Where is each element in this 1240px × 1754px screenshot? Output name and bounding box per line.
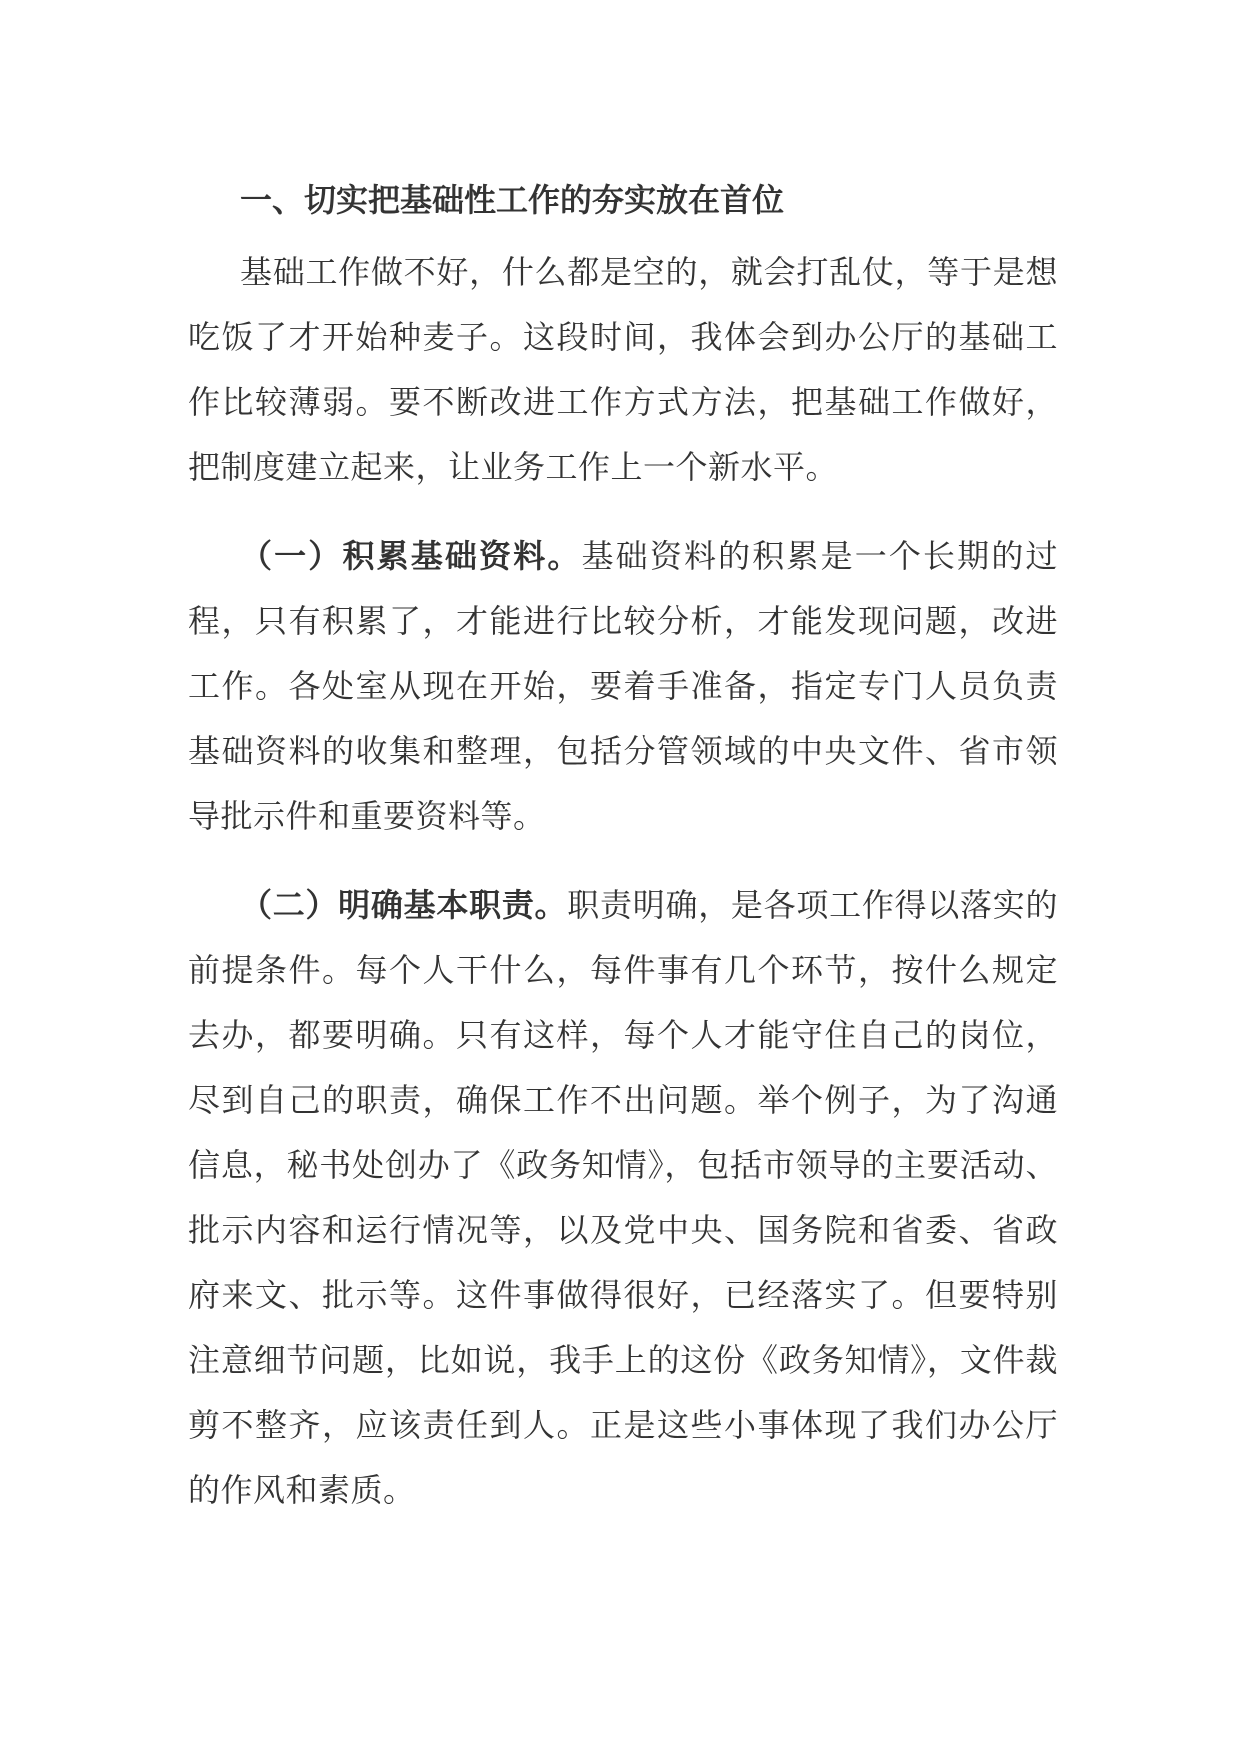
paragraph-lead: （二）明确基本职责。	[240, 886, 568, 924]
paragraph-accumulate-materials	[188, 524, 1058, 849]
paragraph-text: 基础工作做不好，什么都是空的，就会打乱仗，等于是想吃饭了才开始种麦子。这段时间，我体会到办公厅的基础工作比较薄弱。要不断改进工作方式方法，把基础工作做好，把制度建立起来，让业务工作上一个新水平。	[188, 253, 1058, 486]
paragraph-text: 基础资料的积累是一个长期的过程，只有积累了，才能进行比较分析，才能发现问题，改进工作。各处室从现在开始，要着手准备，指定专门人员负责基础资料的收集和整理，包括分管领域的中央文件、省市领导批示件和重要资料等。	[188, 537, 1058, 835]
document-page	[188, 168, 1058, 1547]
paragraph-text: 职责明确，是各项工作得以落实的前提条件。每个人干什么，每件事有几个环节，按什么规定去办，都要明确。只有这样，每个人才能守住自己的岗位，尽到自己的职责，确保工作不出问题。举个例子，为了沟通信息，秘书处创办了《政务知情》，包括市领导的主要活动、批示内容和运行情况等，以及党中央、国务院和省委、省政府来文、批示等。这件事做得很好，已经落实了。但要特别注意细节问题，比如说，我手上的这份《政务知情》，文件裁剪不整齐，应该责任到人。正是这些小事体现了我们办公厅的作风和素质。	[188, 886, 1058, 1509]
paragraph-clarify-duties	[188, 873, 1058, 1523]
paragraph-lead: （一）积累基础资料。	[240, 537, 582, 575]
paragraph-intro	[188, 240, 1058, 500]
section-heading: 一、切实把基础性工作的夯实放在首位	[240, 181, 785, 219]
